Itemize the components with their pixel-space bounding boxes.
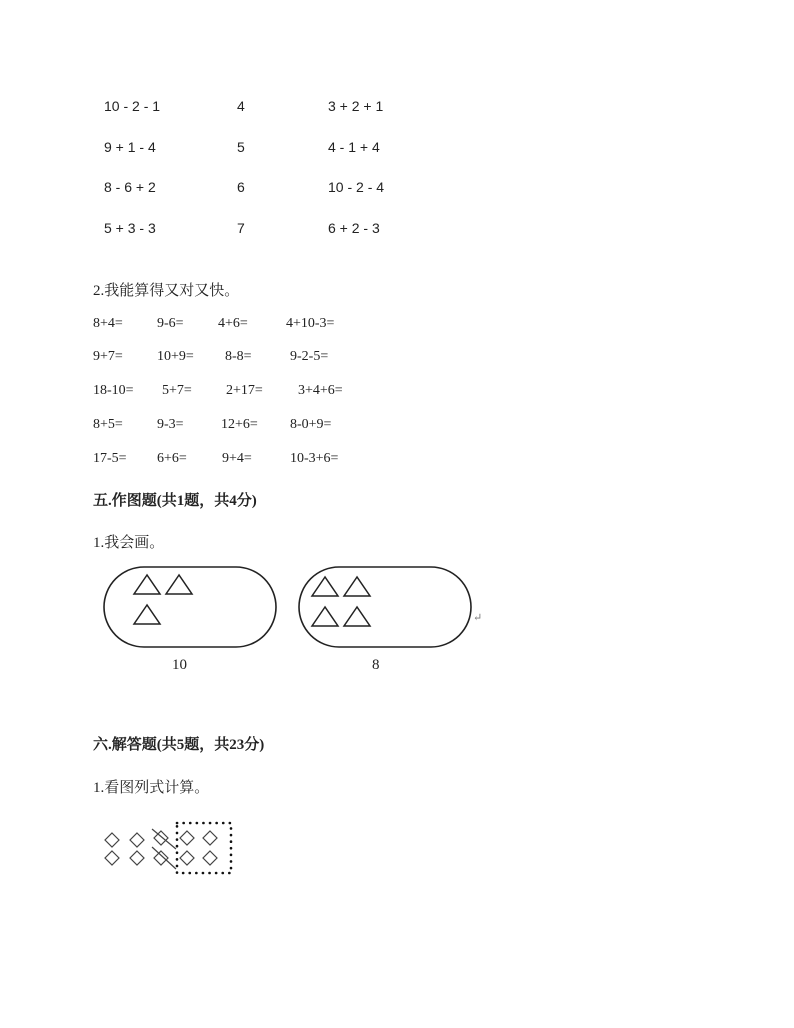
match-right-1: 3 + 2 + 1 bbox=[328, 98, 384, 114]
triangle-icon bbox=[134, 575, 160, 594]
diamond-icon bbox=[203, 831, 217, 845]
calc-3-4: 3+4+6= bbox=[298, 383, 343, 398]
calc-4-4: 8-0+9= bbox=[290, 417, 332, 432]
calc-2-1: 9+7= bbox=[93, 349, 123, 364]
cross-line bbox=[152, 847, 176, 869]
match-left-3: 8 - 6 + 2 bbox=[104, 179, 156, 195]
calc-4-2: 9-3= bbox=[157, 417, 184, 432]
diamond-icon bbox=[105, 833, 119, 847]
section-5-q1: 1.我会画。 bbox=[93, 535, 165, 551]
box-2-label: 8 bbox=[372, 657, 380, 673]
diamond-icon bbox=[154, 851, 168, 865]
calc-3-3: 2+17= bbox=[226, 383, 263, 398]
calc-1-3: 4+6= bbox=[218, 316, 248, 331]
diamond-icon bbox=[203, 851, 217, 865]
section-6-heading: 六.解答题(共5题，共23分) bbox=[93, 737, 265, 753]
box-1-label: 10 bbox=[172, 657, 187, 673]
match-middle-3: 6 bbox=[237, 179, 245, 195]
triangle-icon bbox=[344, 607, 370, 626]
calc-4-1: 8+5= bbox=[93, 417, 123, 432]
calc-2-4: 9-2-5= bbox=[290, 349, 329, 364]
triangle-icon bbox=[312, 607, 338, 626]
calc-1-4: 4+10-3= bbox=[286, 316, 335, 331]
calc-2-3: 8-8= bbox=[225, 349, 252, 364]
diamond-icon bbox=[130, 833, 144, 847]
match-middle-1: 4 bbox=[237, 98, 245, 114]
calc-5-1: 17-5= bbox=[93, 451, 127, 466]
match-left-2: 9 + 1 - 4 bbox=[104, 139, 156, 155]
match-right-3: 10 - 2 - 4 bbox=[328, 179, 385, 195]
diamond-icon bbox=[130, 851, 144, 865]
match-left-4: 5 + 3 - 3 bbox=[104, 220, 156, 236]
section-6-q1: 1.看图列式计算。 bbox=[93, 780, 210, 796]
match-middle-4: 7 bbox=[237, 220, 245, 236]
pill-box-1 bbox=[104, 567, 276, 647]
triangle-icon bbox=[344, 577, 370, 596]
calc-2-2: 10+9= bbox=[157, 349, 194, 364]
triangle-icon bbox=[312, 577, 338, 596]
diamond-icon bbox=[180, 851, 194, 865]
match-right-4: 6 + 2 - 3 bbox=[328, 220, 380, 236]
dotted-box bbox=[177, 823, 231, 873]
section-5-heading: 五.作图题(共1题，共4分) bbox=[93, 493, 257, 509]
calc-1-1: 8+4= bbox=[93, 316, 123, 331]
calc-5-4: 10-3+6= bbox=[290, 451, 339, 466]
match-right-2: 4 - 1 + 4 bbox=[328, 139, 380, 155]
triangle-icon bbox=[134, 605, 160, 624]
calc-4-3: 12+6= bbox=[221, 417, 258, 432]
calc-5-2: 6+6= bbox=[157, 451, 187, 466]
diamond-icon bbox=[105, 851, 119, 865]
diamond-figure bbox=[105, 829, 217, 869]
calc-3-2: 5+7= bbox=[162, 383, 192, 398]
q2-title: 2.我能算得又对又快。 bbox=[93, 283, 240, 299]
match-left-1: 10 - 2 - 1 bbox=[104, 98, 161, 114]
match-middle-2: 5 bbox=[237, 139, 245, 155]
return-mark: ↵ bbox=[473, 612, 483, 624]
diamond-icon bbox=[180, 831, 194, 845]
calc-3-1: 18-10= bbox=[93, 383, 134, 398]
calc-1-2: 9-6= bbox=[157, 316, 184, 331]
triangle-icon bbox=[166, 575, 192, 594]
calc-5-3: 9+4= bbox=[222, 451, 252, 466]
